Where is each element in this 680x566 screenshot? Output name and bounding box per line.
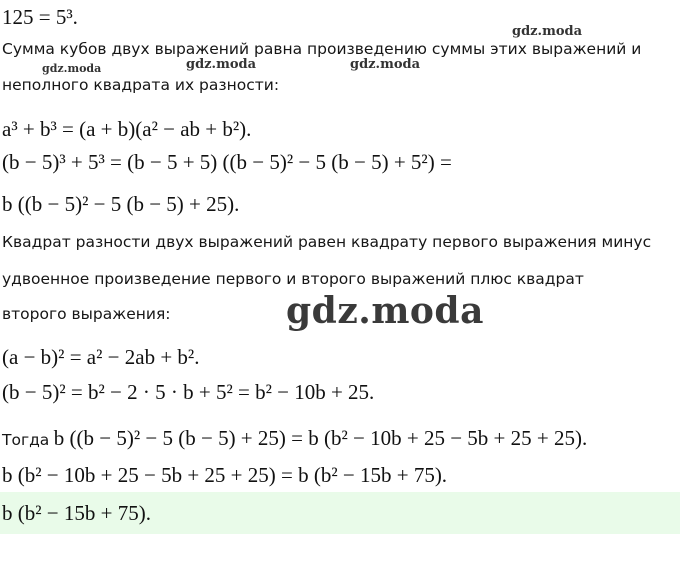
- paragraph-square-difference-1: Квадрат разности двух выражений равен квадрату первого выражения минус: [2, 233, 652, 251]
- equation-square-expansion: (b − 5)² = b² − 2 · 5 · b + 5² = b² − 10b + 25.: [2, 380, 375, 404]
- equation-step-3-row: [2, 426, 587, 451]
- equation-step-3: b ((b − 5)² − 5 (b − 5) + 25) = b (b² − 10b + 25 − 5b + 25 + 25).: [53, 426, 588, 450]
- watermark-small: gdz.moda: [42, 62, 102, 75]
- final-answer: b (b² − 15b + 75).: [2, 501, 151, 525]
- equation-125-text: 125 = 5³.: [2, 5, 78, 29]
- formula-sum-of-cubes: a³ + b³ = (a + b)(a² − ab + b²).: [2, 117, 252, 141]
- watermark-small: gdz.moda: [512, 24, 583, 39]
- watermark-small: gdz.moda: [350, 57, 421, 72]
- equation-125: [2, 5, 78, 30]
- then-label: Тогда: [2, 431, 50, 449]
- watermark-small: gdz.moda: [186, 57, 257, 72]
- equation-step-1: (b − 5)³ + 5³ = (b − 5 + 5) ((b − 5)² − 5 (b − 5) + 5²) =: [2, 150, 452, 174]
- equation-step-4: b (b² − 10b + 25 − 5b + 25 + 25) = b (b² − 15b + 75).: [2, 463, 448, 487]
- paragraph-square-difference-2: удвоенное произведение первого и второго выражений плюс квадрат: [2, 270, 584, 288]
- paragraph-sum-of-cubes-1: Сумма кубов двух выражений равна произведению суммы этих выражений и: [2, 40, 642, 58]
- formula-square-difference: (a − b)² = a² − 2ab + b².: [2, 345, 200, 369]
- paragraph-sum-of-cubes-2: неполного квадрата их разности:: [2, 76, 280, 94]
- paragraph-square-difference-3: второго выражения:: [2, 305, 171, 323]
- watermark-large: gdz.moda: [286, 290, 484, 332]
- equation-step-2: b ((b − 5)² − 5 (b − 5) + 25).: [2, 192, 240, 216]
